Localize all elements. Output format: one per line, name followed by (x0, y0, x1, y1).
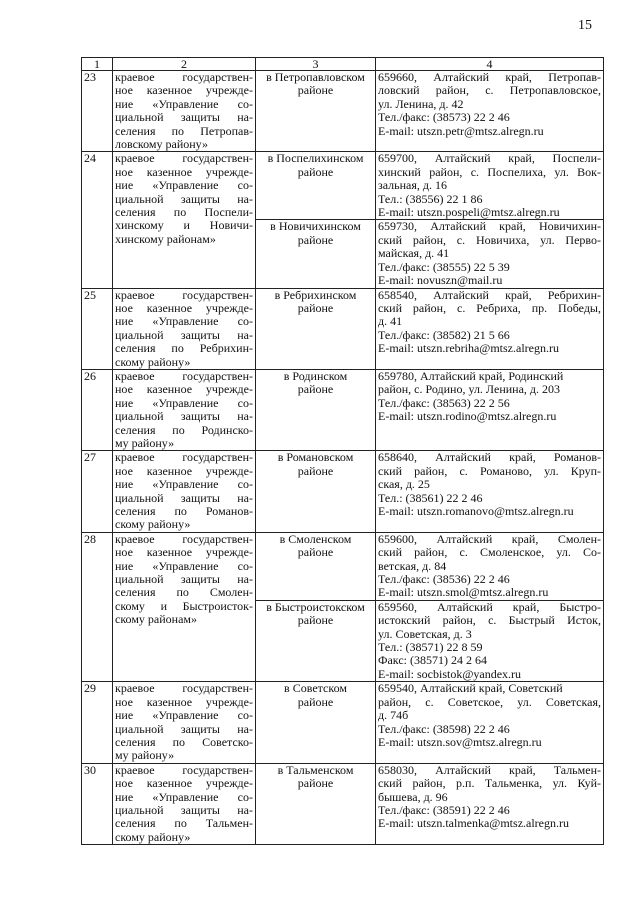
institution-line: ное казенное учрежде- (115, 83, 253, 98)
email-line: E-mail: novuszn@mail.ru (378, 273, 503, 288)
institution-name (113, 152, 256, 288)
institution-line: циальной защиты на- (115, 490, 253, 505)
contact-line: ский район, р.п. Тальменка, ул. Куй- (378, 776, 601, 791)
district-line: в Поспелихинском (267, 151, 364, 166)
institution-name (113, 288, 256, 369)
row-number: 29 (82, 682, 113, 763)
contact-cell (376, 532, 604, 600)
institution-line: ное казенное учрежде- (115, 164, 253, 179)
row-number: 23 (82, 71, 113, 152)
institution-line: скому районам» (115, 612, 198, 627)
contact-line: Тел./факс: (38582) 21 5 66 (378, 327, 510, 342)
contact-line: ский район, с. Новичиха, ул. Перво- (378, 232, 601, 247)
institution-line: краевое государствен- (115, 762, 253, 777)
institution-line: селения по Смолен- (115, 585, 253, 600)
institution-line: ние «Управление со- (115, 558, 253, 573)
district-line: в Быстроистокском (266, 599, 365, 614)
contact-line: 659600, Алтайский край, Смолен- (378, 531, 601, 546)
contact-line: 659730, Алтайский край, Новичихин- (378, 219, 601, 234)
contact-cell (376, 763, 604, 844)
district-line: районе (297, 83, 334, 98)
contact-line: Тел./факс: (38598) 22 2 46 (378, 721, 510, 736)
district-cell (256, 71, 376, 152)
institution-line: ние «Управление со- (115, 96, 253, 111)
district-cell (256, 600, 376, 681)
institution-line: краевое государствен- (115, 681, 253, 696)
institution-line: краевое государствен- (115, 151, 253, 166)
institution-line: ное казенное учрежде- (115, 776, 253, 791)
column-header-district: 3 (256, 58, 376, 71)
email-line: E-mail: socbistok@yandex.ru (378, 666, 522, 681)
column-header-institution: 2 (113, 58, 256, 71)
contact-cell (376, 71, 604, 152)
contact-cell (376, 152, 604, 220)
district-line: в Родинском (283, 368, 348, 383)
contact-line: майская, д. 41 (378, 246, 450, 261)
contact-line: район, с. Родино, ул. Ленина, д. 203 (378, 382, 561, 397)
row-number: 25 (82, 288, 113, 369)
district-line: районе (297, 300, 334, 315)
institution-line: хинскому и Новичи- (115, 218, 253, 233)
table-body (82, 71, 604, 845)
institution-line: краевое государствен- (115, 450, 253, 465)
row-number: 27 (82, 451, 113, 532)
email-line: E-mail: utszn.romanovo@mtsz.alregn.ru (378, 504, 574, 518)
table-row (82, 152, 604, 220)
institution-name (113, 763, 256, 844)
institution-line: селения по Ребрихин- (115, 341, 253, 356)
table-row (82, 369, 604, 450)
institution-line: му району» (115, 435, 175, 450)
institution-line: ние «Управление со- (115, 708, 253, 723)
institution-line: краевое государствен- (115, 531, 253, 546)
institution-line: циальной защиты на- (115, 409, 253, 424)
row-number: 28 (82, 532, 113, 681)
contact-line: истокский район, с. Быстрый Исток, (378, 613, 601, 628)
contact-line: ловский район, с. Петропавловское, (378, 83, 601, 98)
contact-line: ул. Советская, д. 3 (378, 626, 472, 641)
institution-name (113, 71, 256, 152)
email-line: E-mail: utszn.talmenka@mtsz.alregn.ru (378, 816, 569, 831)
contact-line: зальная, д. 16 (378, 178, 448, 193)
contact-line: Тел./факс: (38573) 22 2 46 (378, 110, 510, 125)
contact-line: Тел./факс: (38591) 22 2 46 (378, 802, 510, 817)
institution-line: му району» (115, 748, 175, 763)
contact-line: д. 74б (378, 708, 409, 723)
district-line: в Новичихинском (270, 219, 361, 234)
contact-line: ская, д. 25 (378, 477, 430, 492)
header-row (82, 58, 604, 71)
email-line: E-mail: utszn.rodino@mtsz.alregn.ru (378, 409, 557, 424)
contact-line: 658640, Алтайский край, Романов- (378, 450, 601, 465)
institution-line: краевое государствен- (115, 368, 253, 383)
contact-line: ский район, с. Смоленское, ул. Со- (378, 545, 601, 560)
contact-line: д. 41 (378, 314, 403, 329)
institution-line: краевое государствен- (115, 287, 253, 302)
institution-name (113, 369, 256, 450)
district-cell (256, 288, 376, 369)
district-cell (256, 220, 376, 288)
institution-line: ловскому району» (115, 137, 208, 152)
contact-line: район, с. Советское, ул. Советская, (378, 694, 601, 709)
institution-line: селения по Тальмен- (115, 816, 253, 831)
contact-line: 659540, Алтайский край, Советский (378, 681, 563, 696)
institution-line: ние «Управление со- (115, 789, 253, 804)
district-line: районе (297, 382, 334, 397)
contact-line: 658540, Алтайский край, Ребрихин- (378, 287, 601, 302)
district-cell (256, 532, 376, 600)
institution-line: ние «Управление со- (115, 477, 253, 492)
district-line: в Смоленском (279, 531, 352, 546)
institution-line: ное казенное учрежде- (115, 300, 253, 315)
district-line: районе (297, 545, 334, 560)
row-number: 26 (82, 369, 113, 450)
institution-line: скому району» (115, 354, 191, 369)
contact-line: Тел./факс: (38555) 22 5 39 (378, 259, 510, 274)
institution-line: скому и Быстроисток- (115, 598, 253, 613)
contact-line: хинский район, с. Поспелиха, ул. Вок- (378, 164, 601, 179)
institution-line: селения по Петропав- (115, 123, 253, 138)
table-row (82, 451, 604, 532)
table-row (82, 763, 604, 844)
institution-line: краевое государствен- (115, 70, 253, 84)
email-line: E-mail: utszn.petr@mtsz.alregn.ru (378, 123, 544, 138)
contact-cell (376, 600, 604, 681)
column-header-contacts: 4 (376, 58, 604, 71)
email-line: E-mail: utszn.smol@mtsz.alregn.ru (378, 585, 549, 600)
district-line: в Романовском (277, 450, 354, 465)
institution-line: циальной защиты на- (115, 802, 253, 817)
institution-name (113, 532, 256, 681)
district-line: в Советском (284, 681, 347, 696)
contact-line: ветская, д. 84 (378, 558, 447, 573)
row-number: 30 (82, 763, 113, 844)
institution-line: ное казенное учрежде- (115, 463, 253, 478)
institution-line: скому району» (115, 829, 191, 844)
contact-line: Тел.: (38561) 22 2 46 (378, 490, 483, 505)
institution-line: циальной защиты на- (115, 572, 253, 587)
institution-line: хинскому районам» (115, 231, 216, 246)
district-line: районе (297, 613, 334, 628)
contact-line: Тел./факс: (38536) 22 2 46 (378, 572, 510, 587)
table-row (82, 288, 604, 369)
district-line: в Петропавловском (266, 70, 365, 84)
contact-line: Тел.: (38571) 22 8 59 (378, 640, 483, 655)
district-cell (256, 152, 376, 220)
institution-line: ное казенное учрежде- (115, 545, 253, 560)
institution-name (113, 682, 256, 763)
institution-name (113, 451, 256, 532)
district-cell (256, 682, 376, 763)
row-number: 24 (82, 152, 113, 288)
institution-line: ное казенное учрежде- (115, 382, 253, 397)
institution-line: скому району» (115, 517, 191, 532)
district-line: районе (297, 776, 334, 791)
institution-line: селения по Поспели- (115, 205, 253, 220)
institution-line: ние «Управление со- (115, 314, 253, 329)
contact-line: ул. Ленина, д. 42 (378, 96, 464, 111)
table-row (82, 682, 604, 763)
contact-line: Факс: (38571) 24 2 64 (378, 653, 487, 668)
district-cell (256, 369, 376, 450)
institution-line: циальной защиты на- (115, 191, 253, 206)
contact-cell (376, 682, 604, 763)
email-line: E-mail: utszn.pospeli@mtsz.alregn.ru (378, 205, 560, 220)
institution-line: селения по Родинско- (115, 422, 253, 437)
district-line: районе (297, 463, 334, 478)
contact-cell (376, 220, 604, 288)
table-row (82, 532, 604, 600)
contact-line: 659660, Алтайский край, Петропав- (378, 70, 601, 84)
district-cell (256, 763, 376, 844)
contact-line: ский район, с. Ребриха, пр. Победы, (378, 300, 601, 315)
email-line: E-mail: utszn.rebriha@mtsz.alregn.ru (378, 341, 559, 356)
institution-line: циальной защиты на- (115, 110, 253, 125)
contact-line: ский район, с. Романово, ул. Круп- (378, 463, 601, 478)
contact-line: Тел.: (38556) 22 1 86 (378, 191, 483, 206)
district-line: в Тальменском (277, 762, 354, 777)
district-line: районе (297, 694, 334, 709)
district-cell (256, 451, 376, 532)
contact-line: Тел./факс: (38563) 22 2 56 (378, 395, 510, 410)
district-line: районе (297, 232, 334, 247)
institution-line: циальной защиты на- (115, 721, 253, 736)
email-line: E-mail: utszn.sov@mtsz.alregn.ru (378, 734, 542, 749)
institutions-table (81, 57, 604, 845)
institution-line: селения по Романов- (115, 504, 253, 518)
page-number: 15 (578, 18, 592, 33)
contact-cell (376, 369, 604, 450)
contact-line: 659780, Алтайский край, Родинский (378, 368, 564, 383)
district-line: в Ребрихинском (274, 287, 357, 302)
contact-line: 659700, Алтайский край, Поспели- (378, 151, 601, 166)
institution-line: циальной защиты на- (115, 327, 253, 342)
institution-line: ние «Управление со- (115, 178, 253, 193)
institution-line: селения по Советско- (115, 734, 253, 749)
institution-line: ние «Управление со- (115, 395, 253, 410)
contact-line: 659560, Алтайский край, Быстро- (378, 599, 601, 614)
contact-cell (376, 288, 604, 369)
table-row (82, 71, 604, 152)
district-line: районе (297, 164, 334, 179)
institution-line: ное казенное учрежде- (115, 694, 253, 709)
contact-line: бышева, д. 96 (378, 789, 448, 804)
contact-line: 658030, Алтайский край, Тальмен- (378, 762, 601, 777)
contact-cell (376, 451, 604, 532)
column-header-number: 1 (82, 58, 113, 71)
